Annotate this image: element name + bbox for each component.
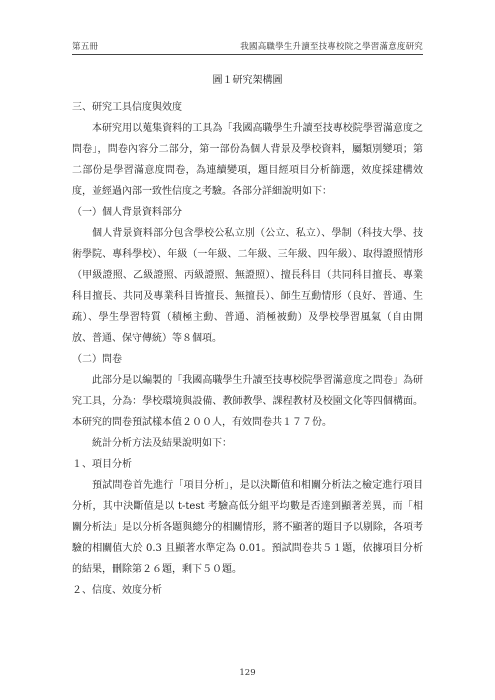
item-heading: １、項目分析 <box>72 459 132 470</box>
header-rule <box>72 54 423 55</box>
running-header <box>72 40 423 52</box>
paragraph: 此部分是以編製的「我國高職學生升讀至技專校院學習滿意度之問卷」為研究工具，分為：學校環境與設備、教師教學、課程教材及校園文化等四個構面。本研究的問卷預試樣本值２００人，有效問卷共１７７份。 <box>72 375 423 428</box>
page-number: 129 <box>239 668 256 678</box>
body-content <box>72 66 423 601</box>
paragraph: 統計分析方法及結果說明如下： <box>92 438 232 449</box>
section-heading: 三、研究工具信度與效度 <box>72 102 182 113</box>
paragraph: 預試問卷首先進行「項目分析」，是以決斷值和相關分析法之檢定進行項目分析，其中決斷值是以 t-test 考驗高低分組平均數是否達到顯著差異，而「相關分析法」是以分析各題與總分的相關情形，將不顯著的題目予以剔除，各項考驗的相關值大於 0.3 且顯著水準定為 0.01。預試問卷共５１題，依據項目分析的結果，刪除第２６題，剩下５０題。 <box>72 480 423 575</box>
paragraph: 本研究用以蒐集資料的工具為「我國高職學生升讀至技專校院學習滿意度之問卷」，問卷內容分二部分，第一部份為個人背景及學校資料，屬類別變項；第二部份是學習滿意度問卷，為連續變項，題目經項目分析篩選，效度採建構效度，並經過內部一致性信度之考驗。各部分詳細說明如下： <box>72 123 423 197</box>
header-chapter: 第五冊 <box>72 42 99 52</box>
figure-caption: 圖１研究架構圖 <box>212 75 283 86</box>
paragraph: 個人背景資料部分包含學校公私立別（公立、私立）、學制（科技大學、技術學院、專科學校）、年級（一年級、二年級、三年級、四年級）、取得證照情形（甲級證照、乙級證照、丙級證照、無證照）、擅長科目（共同科目擅長、專業科目擅長、共同及專業科目皆擅長、無擅長）、師生互動情形（良好、普通、生疏）、學生學習特質（積極主動、普通、消極被動）及學校學習風氣（自由開放、普通、保守傳統）等８個項。 <box>72 228 423 344</box>
header-journal-title: 我國高職學生升讀至技專校院之學習滿意度研究 <box>240 42 423 52</box>
subsection-heading: （二）問卷 <box>72 354 122 365</box>
subsection-heading: （一）個人背景資料部分 <box>72 207 182 218</box>
item-heading: ２、信度、效度分析 <box>72 585 162 596</box>
